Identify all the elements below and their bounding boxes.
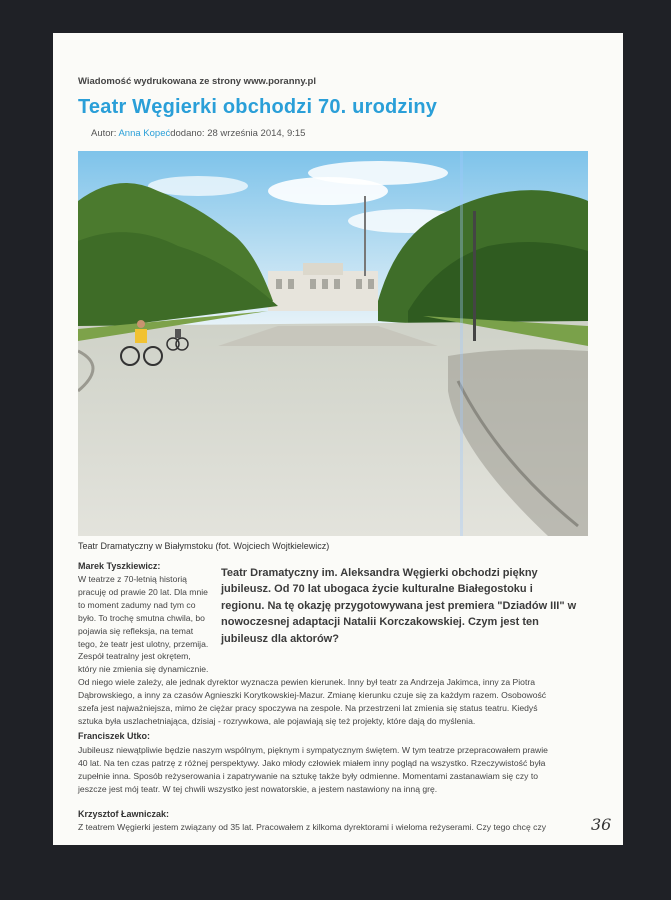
lead-line: nowoczesnej adaptacji Natalii Korczakowskiej. Czym jest ten (221, 616, 539, 629)
theatre-photo-image (78, 151, 588, 536)
statement-line: W teatrze z 70-letnią historią (78, 574, 187, 584)
speaker-name: Marek Tyszkiewicz: (78, 561, 161, 571)
printed-page (53, 33, 623, 845)
source-line: Wiadomość wydrukowana ze strony www.poranny.pl (78, 76, 316, 87)
theatre-photo (78, 151, 588, 536)
statement-line: Zespół teatralny jest okrętem, (78, 651, 191, 662)
statement-line: pracuję od prawie 20 lat. Dla mnie (78, 586, 208, 597)
scan-artifact (460, 151, 463, 536)
statement-line: to moment zadumy nad tym co (78, 599, 196, 610)
meta-prefix: Autor: (91, 128, 119, 139)
statement-line: sztuka była uszlachetniająca, dzisiaj - rozrywkowa, ale pojawiają się też projekty, które dają do myślenia. (78, 715, 476, 726)
statement-line: pojawia się refleksja, na temat (78, 625, 194, 636)
speaker-statement (78, 744, 548, 796)
speaker-statement (78, 821, 546, 834)
photo-caption: Teatr Dramatyczny w Białymstoku (fot. Wojciech Wojtkielewicz) (78, 541, 330, 551)
statement-line: Jubileusz niewątpliwie będzie naszym wspólnym, pięknym i sympatycznym świętem. W tym teatrze przepracowałem prawie (78, 745, 548, 755)
lead-line: jubileusz dla aktorów? (221, 632, 339, 645)
handwritten-page-number: 36 (591, 815, 612, 834)
article-title: Teatr Węgierki obchodzi 70. urodziny (78, 96, 438, 118)
article-meta (91, 128, 305, 139)
statement-line: zupełnie inna. Sposób reżyserowania i zapatrywanie na sztukę także były odmienne. Momentami zastanawiam się czy to (78, 770, 538, 781)
statement-line: szefa jest najważniejsza, mimo że ciężar pracy spoczywa na zespole. Na przestrzeni lat zmienia się status teatru. Kiedyś (78, 703, 538, 714)
statement-line: który nie zmienia się dynamicznie. (78, 664, 209, 675)
speaker-name: Krzysztof Ławniczak: (78, 809, 170, 819)
statement-line: Dąbrowskiego, a inny za czasów Agnieszki Korytkowskiej-Mazur. Zmianę kierunku czuje się za każdym razem. Osobowość (78, 690, 547, 701)
statement-line: było. To trochę smutna chwila, bo (78, 612, 205, 623)
author-link[interactable]: Anna Kopeć (118, 128, 171, 139)
lead-line: jubileusz. Od 70 lat ubogaca życie kulturalne Białegostoku i (221, 583, 533, 596)
statement-line: 40 lat. Na ten czas patrzę z różnej perspektywy. Jako młody człowiek miałem inny pogląd na wszystko. Rzeczywistość była (78, 757, 546, 768)
speaker-statement (78, 573, 546, 728)
statement-line: tego, że teatr jest ulotny, przemija. (78, 638, 209, 649)
lead-line: regionu. Na tę okazję przygotowywana jest premiera "Dziadów III" w (221, 599, 577, 612)
statement-line: Z teatrem Węgierki jestem związany od 35 lat. Pracowałem z kilkoma dyrektorami i wieloma reżyserami. Czy tego chcę czy (78, 822, 547, 832)
lead-line: Teatr Dramatyczny im. Aleksandra Węgierki obchodzi piękny (221, 567, 538, 579)
meta-date: dodano: 28 września 2014, 9:15 (170, 128, 306, 139)
statement-line: jeszcze jest mój teatr. W tej chwili wszystko jest nowatorskie, a jestem nastawiony na inną grę. (78, 783, 438, 794)
speaker-name: Franciszek Utko: (78, 731, 151, 741)
statement-line: Od niego wiele zależy, ale jednak dyrektor wyznacza pewien kierunek. Inny był teatr za Andrzeja Jakimca, inny za Piotra (78, 677, 535, 688)
